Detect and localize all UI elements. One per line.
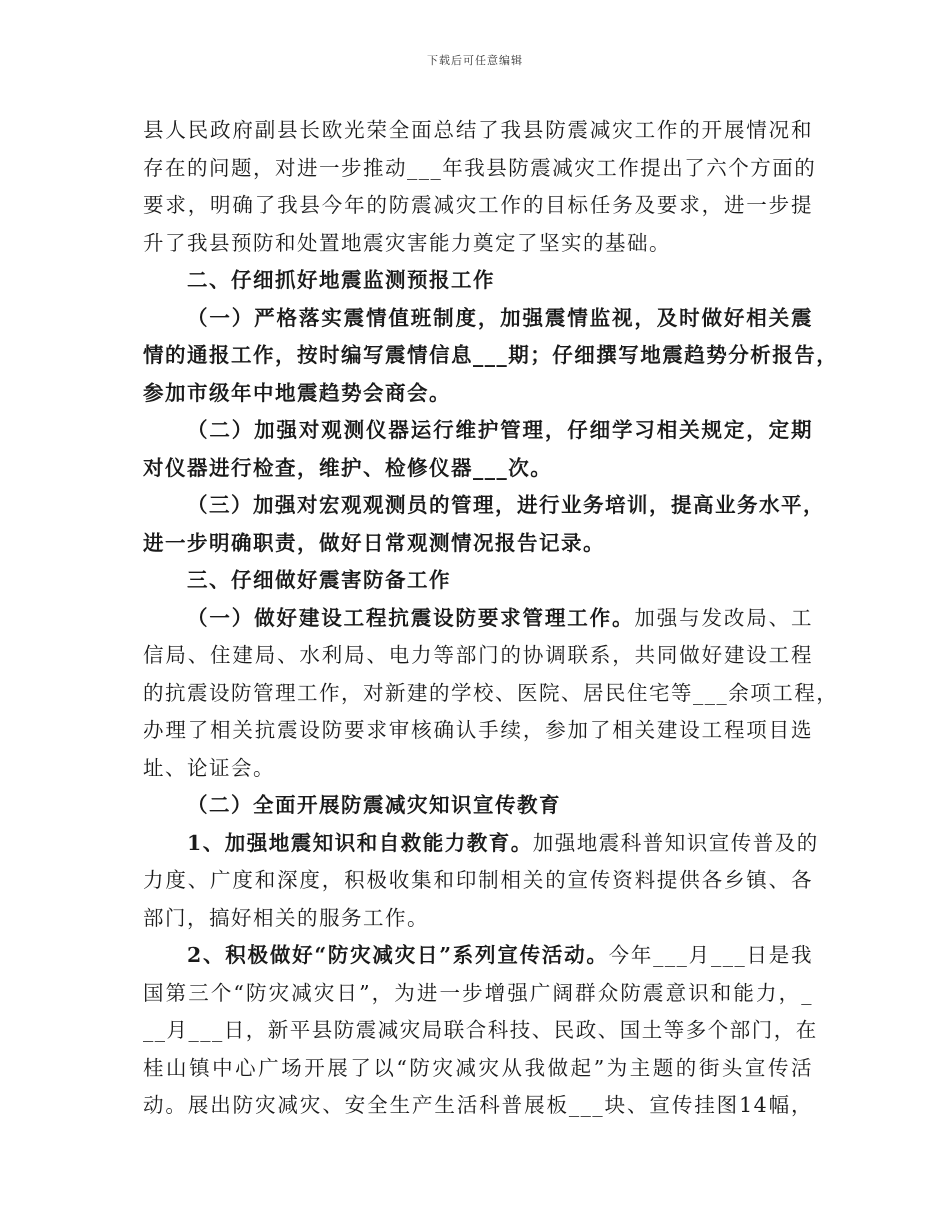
- text-line: [143, 568, 813, 592]
- text-line: [143, 193, 813, 217]
- text-run: 的抗震设防管理工作，对新建的学校、医院、居民住宅等___余项工程，: [143, 680, 839, 705]
- text-line: [143, 418, 813, 442]
- text-line: [143, 268, 813, 292]
- text-line: [143, 606, 813, 630]
- text-line: [143, 306, 813, 330]
- text-line: [143, 1018, 818, 1042]
- text-run: （二）全面开展防震减灾知识宣传教育: [187, 793, 561, 817]
- text-run: 县人民政府副县长欧光荣全面总结了我县防震减灾工作的开展情况和: [143, 118, 813, 142]
- page-header: 下载后可任意编辑: [427, 54, 523, 67]
- text-line: [143, 830, 819, 855]
- text-line: [143, 643, 813, 667]
- text-run: （一）做好建设工程抗震设防要求管理工作。: [187, 605, 635, 630]
- text-run: 要求，明确了我县今年的防震减灾工作的目标任务及要求，进一步提: [143, 193, 813, 217]
- text-run: 存在的问题，对进一步推动___年我县防震减灾工作提出了六个方面的: [143, 155, 817, 180]
- text-run: 加强与发改局、工: [634, 605, 813, 630]
- text-run: （二）加强对观测仪器运行维护管理，仔细学习相关规定，定期: [187, 418, 813, 442]
- text-line: [143, 155, 817, 180]
- text-run: 信局、住建局、水利局、电力等部门的协调联系，共同做好建设工程: [143, 643, 813, 667]
- text-run: 部门，搞好相关的服务工作。: [143, 905, 429, 930]
- text-line: [143, 943, 813, 967]
- text-run: 今年___月___日是我: [608, 943, 813, 967]
- text-run: 国第三个“防灾减灾日”，为进一步增强广阔群众防震意识和能力，_: [143, 980, 813, 1005]
- text-line: [143, 118, 813, 142]
- text-line: [143, 381, 813, 405]
- text-run: 1、加强地震知识和自救能力教育。: [187, 830, 533, 855]
- text-run: 力度、广度和深度，积极收集和印制相关的宣传资料提供各乡镇、各: [143, 868, 813, 892]
- text-line: [143, 868, 813, 892]
- text-run: （三）加强对宏观观测员的管理，进行业务培训，提高业务水平，: [187, 493, 825, 517]
- text-run: 动。展出防灾减灾、安全生产生活科普展板___块、宣传挂图14幅，: [143, 1093, 813, 1117]
- text-run: 2、积极做好“防灾减灾日”系列宣传活动。: [187, 943, 609, 967]
- text-line: [143, 456, 813, 480]
- text-run: （一）严格落实震情值班制度，加强震情监视，及时做好相关震: [187, 305, 813, 330]
- text-line: [143, 343, 839, 367]
- text-line: [143, 231, 813, 255]
- text-line: [143, 756, 813, 780]
- text-run: __月___日，新平县防震减灾局联合科技、民政、国土等多个部门，在: [143, 1018, 818, 1042]
- text-run: 升了我县预防和处置地震灾害能力奠定了坚实的基础。: [143, 230, 671, 255]
- text-line: [143, 1056, 813, 1080]
- text-run: 参加市级年中地震趋势会商会。: [143, 380, 451, 405]
- text-run: 对仪器进行检查，维护、检修仪器___次。: [143, 455, 553, 480]
- text-line: [143, 906, 813, 930]
- text-line: [143, 680, 839, 705]
- text-run: 办理了相关抗震设防要求审核确认手续，参加了相关建设工程项目选: [143, 718, 813, 742]
- text-run: 三、仔细做好震害防备工作: [187, 568, 451, 592]
- text-run: 情的通报工作，按时编写震情信息___期；仔细撰写地震趋势分析报告，: [143, 343, 839, 367]
- text-line: [143, 981, 813, 1005]
- text-run: 桂山镇中心广场开展了以“防灾减灾从我做起”为主题的街头宣传活: [143, 1055, 813, 1080]
- text-run: 进一步明确职责，做好日常观测情况报告记录。: [143, 530, 605, 555]
- text-line: [143, 718, 813, 742]
- text-line: [143, 793, 813, 817]
- text-run: 址、论证会。: [143, 755, 275, 780]
- text-line: [143, 531, 813, 555]
- text-run: 二、仔细抓好地震监测预报工作: [187, 268, 495, 292]
- text-run: 加强地震科普知识宣传普及的: [532, 830, 819, 855]
- text-line: [143, 493, 825, 517]
- text-line: [143, 1093, 813, 1117]
